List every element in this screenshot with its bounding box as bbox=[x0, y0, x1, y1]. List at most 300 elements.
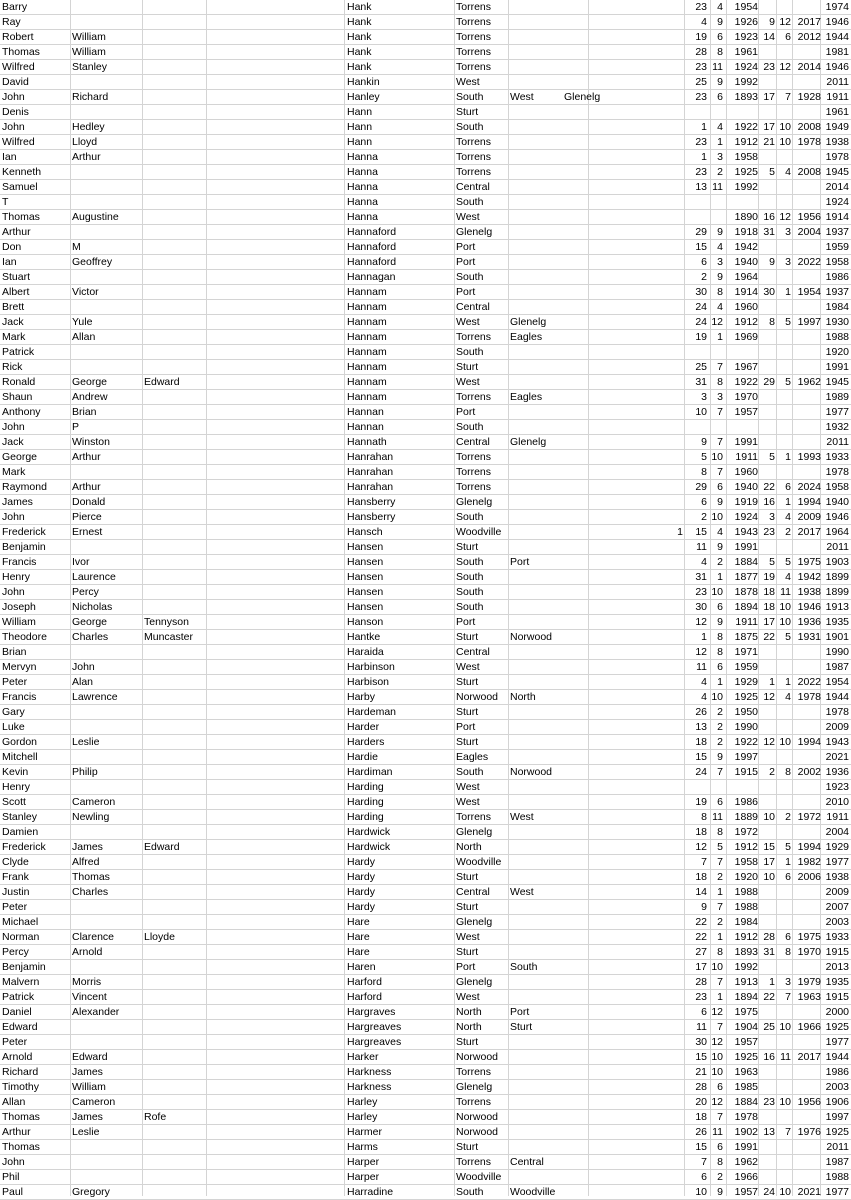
cell-third[interactable]: Edward bbox=[144, 376, 180, 388]
cell-second[interactable] bbox=[72, 180, 142, 194]
cell-d_month[interactable]: 10 bbox=[779, 601, 791, 613]
cell-club1[interactable]: Sturt bbox=[456, 901, 479, 913]
cell-third[interactable] bbox=[144, 270, 206, 284]
cell-d_month[interactable] bbox=[775, 795, 791, 809]
cell-b_year[interactable] bbox=[724, 780, 758, 794]
cell-b_month[interactable]: 8 bbox=[717, 46, 723, 58]
cell-club2[interactable] bbox=[510, 75, 564, 89]
cell-club1[interactable]: Norwood bbox=[456, 1126, 499, 1138]
cell-surname[interactable]: Harley bbox=[347, 1111, 378, 1123]
cell-b_day[interactable]: 26 bbox=[695, 706, 707, 718]
cell-club1[interactable]: Eagles bbox=[456, 751, 489, 763]
cell-club2[interactable] bbox=[510, 1050, 564, 1064]
cell-first[interactable]: Frederick bbox=[2, 526, 46, 538]
cell-third[interactable] bbox=[144, 525, 206, 539]
cell-second[interactable]: Pierce bbox=[72, 511, 102, 523]
cell-club2[interactable]: North bbox=[510, 691, 536, 703]
cell-year[interactable]: 1915 bbox=[825, 991, 849, 1003]
cell-club2[interactable] bbox=[510, 285, 564, 299]
cell-b_month[interactable]: 3 bbox=[717, 391, 723, 403]
cell-b_day[interactable]: 2 bbox=[701, 271, 707, 283]
cell-x[interactable] bbox=[588, 750, 683, 764]
cell-first[interactable]: Frederick bbox=[2, 841, 46, 853]
cell-b_year[interactable]: 1878 bbox=[734, 586, 758, 598]
cell-b_month[interactable]: 2 bbox=[717, 736, 723, 748]
cell-first[interactable]: Peter bbox=[2, 901, 28, 913]
cell-d_month[interactable]: 5 bbox=[785, 631, 791, 643]
cell-x[interactable] bbox=[588, 825, 683, 839]
cell-year[interactable]: 1930 bbox=[825, 316, 849, 328]
cell-b_day[interactable]: 10 bbox=[695, 1186, 707, 1198]
cell-club2[interactable] bbox=[510, 345, 564, 359]
cell-surname[interactable]: Harley bbox=[347, 1096, 378, 1108]
cell-first[interactable]: Henry bbox=[2, 781, 31, 793]
cell-surname[interactable]: Hardie bbox=[347, 751, 378, 763]
cell-surname[interactable]: Hare bbox=[347, 946, 370, 958]
cell-club2[interactable] bbox=[510, 465, 564, 479]
cell-third[interactable] bbox=[144, 645, 206, 659]
cell-d_year[interactable] bbox=[791, 270, 821, 284]
cell-second[interactable]: Arthur bbox=[72, 151, 101, 163]
cell-year[interactable]: 1944 bbox=[825, 31, 849, 43]
cell-d_month[interactable] bbox=[775, 915, 791, 929]
cell-third[interactable] bbox=[144, 990, 206, 1004]
cell-club1[interactable]: Woodville bbox=[456, 856, 502, 868]
cell-b_month[interactable]: 10 bbox=[711, 691, 723, 703]
cell-first[interactable]: Scott bbox=[2, 796, 26, 808]
cell-third[interactable] bbox=[144, 360, 206, 374]
cell-d_day[interactable] bbox=[758, 915, 775, 929]
cell-x[interactable] bbox=[588, 1185, 683, 1199]
cell-b_day[interactable]: 15 bbox=[695, 1141, 707, 1153]
cell-b_year[interactable]: 1960 bbox=[734, 466, 758, 478]
cell-b_month[interactable]: 6 bbox=[717, 1141, 723, 1153]
cell-x[interactable] bbox=[588, 915, 683, 929]
cell-third[interactable]: Lloyde bbox=[144, 931, 175, 943]
cell-b_day[interactable]: 4 bbox=[701, 556, 707, 568]
cell-b_year[interactable]: 1959 bbox=[734, 661, 758, 673]
cell-b_day[interactable]: 25 bbox=[695, 361, 707, 373]
cell-first[interactable]: Clyde bbox=[2, 856, 29, 868]
cell-third[interactable] bbox=[144, 480, 206, 494]
cell-b_month[interactable]: 1 bbox=[717, 991, 723, 1003]
cell-d_day[interactable] bbox=[758, 240, 775, 254]
cell-club1[interactable]: Port bbox=[456, 406, 476, 418]
cell-second[interactable]: James bbox=[72, 1066, 103, 1078]
cell-club2[interactable]: Sturt bbox=[510, 1021, 533, 1033]
cell-year[interactable]: 1923 bbox=[825, 781, 849, 793]
cell-b_month[interactable]: 2 bbox=[717, 556, 723, 568]
cell-year[interactable]: 2009 bbox=[825, 886, 849, 898]
cell-year[interactable]: 2011 bbox=[826, 1141, 849, 1153]
cell-d_year[interactable] bbox=[791, 45, 821, 59]
cell-x[interactable] bbox=[588, 885, 683, 899]
cell-d_year[interactable] bbox=[791, 900, 821, 914]
cell-first[interactable]: David bbox=[2, 76, 29, 88]
cell-d_year[interactable]: 2021 bbox=[797, 1186, 821, 1198]
cell-third[interactable] bbox=[144, 765, 206, 779]
cell-year[interactable]: 1959 bbox=[825, 241, 849, 253]
cell-second[interactable] bbox=[72, 165, 142, 179]
cell-b_day[interactable]: 4 bbox=[701, 691, 707, 703]
cell-third[interactable] bbox=[144, 540, 206, 554]
cell-second[interactable] bbox=[72, 300, 142, 314]
cell-d_year[interactable] bbox=[791, 780, 821, 794]
cell-surname[interactable]: Hannan bbox=[347, 421, 384, 433]
cell-d_day[interactable] bbox=[758, 75, 775, 89]
cell-first[interactable]: Percy bbox=[2, 946, 29, 958]
cell-second[interactable] bbox=[72, 270, 142, 284]
cell-surname[interactable]: Harford bbox=[347, 976, 383, 988]
cell-b_month[interactable]: 9 bbox=[717, 271, 723, 283]
cell-d_month[interactable] bbox=[775, 1065, 791, 1079]
cell-surname[interactable]: Hardeman bbox=[347, 706, 397, 718]
cell-x[interactable] bbox=[588, 180, 683, 194]
cell-year[interactable]: 1937 bbox=[825, 226, 849, 238]
cell-year[interactable]: 1935 bbox=[825, 616, 849, 628]
cell-x[interactable] bbox=[588, 675, 683, 689]
cell-x[interactable] bbox=[588, 15, 683, 29]
cell-d_month[interactable]: 12 bbox=[779, 61, 791, 73]
cell-d_year[interactable]: 1970 bbox=[797, 946, 821, 958]
cell-third[interactable] bbox=[144, 30, 206, 44]
cell-b_day[interactable]: 29 bbox=[695, 226, 707, 238]
cell-surname[interactable]: Hannam bbox=[347, 376, 387, 388]
cell-second[interactable]: Newling bbox=[72, 811, 110, 823]
cell-d_year[interactable]: 1942 bbox=[797, 571, 821, 583]
cell-b_month[interactable]: 1 bbox=[717, 931, 723, 943]
cell-first[interactable]: Ray bbox=[2, 16, 21, 28]
cell-surname[interactable]: Harding bbox=[347, 796, 384, 808]
cell-b_day[interactable]: 8 bbox=[701, 811, 707, 823]
cell-club2[interactable] bbox=[510, 1080, 564, 1094]
cell-d_year[interactable]: 1994 bbox=[797, 496, 821, 508]
cell-b_day[interactable]: 12 bbox=[695, 616, 707, 628]
cell-x[interactable] bbox=[588, 765, 683, 779]
cell-d_month[interactable] bbox=[775, 435, 791, 449]
cell-year[interactable]: 1935 bbox=[825, 976, 849, 988]
cell-d_month[interactable] bbox=[775, 540, 791, 554]
cell-club1[interactable]: South bbox=[456, 271, 484, 283]
cell-surname[interactable]: Harford bbox=[347, 991, 383, 1003]
cell-surname[interactable]: Harding bbox=[347, 781, 384, 793]
cell-d_day[interactable]: 23 bbox=[763, 526, 775, 538]
cell-first[interactable]: Paul bbox=[2, 1186, 24, 1198]
cell-third[interactable] bbox=[144, 1125, 206, 1139]
cell-year[interactable]: 1978 bbox=[825, 706, 849, 718]
cell-third[interactable] bbox=[144, 135, 206, 149]
cell-b_day[interactable] bbox=[683, 105, 707, 119]
cell-d_day[interactable] bbox=[758, 1110, 775, 1124]
cell-d_day[interactable]: 23 bbox=[763, 61, 775, 73]
cell-b_month[interactable]: 8 bbox=[717, 631, 723, 643]
cell-club1[interactable]: South bbox=[456, 556, 484, 568]
cell-first[interactable]: Stanley bbox=[2, 811, 38, 823]
cell-first[interactable]: John bbox=[2, 421, 25, 433]
cell-surname[interactable]: Harders bbox=[347, 736, 385, 748]
cell-d_day[interactable] bbox=[758, 540, 775, 554]
cell-third[interactable] bbox=[144, 330, 206, 344]
cell-b_month[interactable]: 10 bbox=[711, 511, 723, 523]
cell-d_year[interactable]: 1982 bbox=[797, 856, 821, 868]
cell-club1[interactable]: Torrens bbox=[456, 46, 492, 58]
cell-d_month[interactable] bbox=[775, 405, 791, 419]
cell-x[interactable] bbox=[588, 840, 683, 854]
cell-club2[interactable] bbox=[510, 135, 564, 149]
cell-d_day[interactable]: 8 bbox=[769, 316, 775, 328]
cell-surname[interactable]: Hank bbox=[347, 1, 372, 13]
cell-first[interactable]: Arnold bbox=[2, 1051, 33, 1063]
cell-surname[interactable]: Hansen bbox=[347, 601, 384, 613]
cell-d_month[interactable]: 1 bbox=[785, 451, 791, 463]
cell-x[interactable] bbox=[588, 1005, 683, 1019]
cell-b_day[interactable]: 19 bbox=[695, 31, 707, 43]
cell-second[interactable]: George bbox=[72, 376, 108, 388]
cell-d_year[interactable]: 1993 bbox=[797, 451, 821, 463]
cell-first[interactable]: Timothy bbox=[2, 1081, 39, 1093]
cell-second[interactable]: Stanley bbox=[72, 61, 108, 73]
cell-d_day[interactable]: 1 bbox=[769, 676, 775, 688]
cell-club2[interactable] bbox=[510, 825, 564, 839]
cell-b_month[interactable]: 10 bbox=[711, 451, 723, 463]
cell-surname[interactable]: Hansen bbox=[347, 556, 384, 568]
cell-b_month[interactable]: 11 bbox=[712, 181, 723, 193]
cell-club2[interactable] bbox=[510, 15, 564, 29]
cell-club1[interactable]: Glenelg bbox=[456, 826, 493, 838]
cell-second[interactable] bbox=[72, 1035, 142, 1049]
cell-b_year[interactable]: 1884 bbox=[734, 556, 758, 568]
cell-surname[interactable]: Hardy bbox=[347, 886, 376, 898]
cell-d_year[interactable]: 1972 bbox=[797, 811, 821, 823]
cell-year[interactable]: 1913 bbox=[825, 601, 849, 613]
cell-b_month[interactable]: 3 bbox=[717, 151, 723, 163]
cell-third[interactable] bbox=[144, 165, 206, 179]
cell-b_month[interactable]: 2 bbox=[717, 1171, 723, 1183]
cell-third[interactable] bbox=[144, 555, 206, 569]
cell-first[interactable]: Samuel bbox=[2, 181, 38, 193]
cell-d_day[interactable]: 10 bbox=[763, 871, 775, 883]
cell-third[interactable] bbox=[144, 750, 206, 764]
cell-b_day[interactable]: 19 bbox=[695, 331, 707, 343]
cell-year[interactable]: 1958 bbox=[825, 256, 849, 268]
cell-d_day[interactable] bbox=[758, 795, 775, 809]
cell-b_month[interactable]: 8 bbox=[717, 826, 723, 838]
cell-b_month[interactable]: 7 bbox=[717, 466, 723, 478]
cell-b_year[interactable]: 1992 bbox=[734, 76, 758, 88]
cell-second[interactable]: Richard bbox=[72, 91, 109, 103]
cell-d_year[interactable]: 1963 bbox=[797, 991, 821, 1003]
cell-d_day[interactable] bbox=[758, 720, 775, 734]
cell-d_month[interactable]: 2 bbox=[785, 526, 791, 538]
cell-third[interactable] bbox=[144, 435, 206, 449]
cell-b_day[interactable]: 6 bbox=[701, 496, 707, 508]
cell-x[interactable] bbox=[588, 615, 683, 629]
cell-third[interactable] bbox=[144, 105, 206, 119]
cell-second[interactable] bbox=[72, 1020, 142, 1034]
cell-year[interactable]: 1989 bbox=[825, 391, 849, 403]
cell-first[interactable]: Michael bbox=[2, 916, 39, 928]
cell-b_year[interactable]: 1914 bbox=[734, 286, 758, 298]
cell-surname[interactable]: Hansch bbox=[347, 526, 383, 538]
cell-d_year[interactable] bbox=[791, 330, 821, 344]
cell-first[interactable]: Ronald bbox=[2, 376, 36, 388]
cell-club2[interactable] bbox=[510, 945, 564, 959]
cell-third[interactable] bbox=[144, 75, 206, 89]
cell-club2[interactable] bbox=[510, 360, 564, 374]
cell-b_month[interactable]: 9 bbox=[717, 76, 723, 88]
cell-b_day[interactable]: 20 bbox=[695, 1096, 707, 1108]
cell-surname[interactable]: Hannath bbox=[347, 436, 387, 448]
cell-d_day[interactable]: 17 bbox=[763, 616, 775, 628]
cell-second[interactable] bbox=[72, 720, 142, 734]
cell-club1[interactable]: Torrens bbox=[456, 16, 492, 28]
cell-d_month[interactable]: 2 bbox=[785, 811, 791, 823]
cell-d_month[interactable] bbox=[775, 105, 791, 119]
cell-club1[interactable]: Torrens bbox=[456, 331, 492, 343]
cell-first[interactable]: Rick bbox=[2, 361, 23, 373]
cell-year[interactable]: 2011 bbox=[826, 541, 849, 553]
cell-second[interactable]: Leslie bbox=[72, 1126, 100, 1138]
cell-d_month[interactable]: 8 bbox=[785, 946, 791, 958]
cell-second[interactable] bbox=[72, 825, 142, 839]
cell-b_year[interactable]: 1997 bbox=[734, 751, 758, 763]
cell-club1[interactable]: Sturt bbox=[456, 1141, 479, 1153]
cell-second[interactable]: George bbox=[72, 616, 108, 628]
cell-x[interactable] bbox=[588, 1170, 683, 1184]
cell-surname[interactable]: Harkness bbox=[347, 1081, 392, 1093]
cell-second[interactable] bbox=[72, 780, 142, 794]
cell-b_day[interactable]: 11 bbox=[696, 661, 707, 673]
cell-b_year[interactable]: 1986 bbox=[734, 796, 758, 808]
cell-second[interactable] bbox=[72, 915, 142, 929]
cell-year[interactable]: 1903 bbox=[825, 556, 849, 568]
cell-d_day[interactable]: 21 bbox=[763, 136, 775, 148]
cell-b_year[interactable]: 1992 bbox=[734, 181, 758, 193]
cell-surname[interactable]: Harmer bbox=[347, 1126, 383, 1138]
cell-b_day[interactable]: 6 bbox=[701, 1171, 707, 1183]
cell-d_month[interactable] bbox=[775, 1170, 791, 1184]
cell-club2[interactable]: Eagles bbox=[510, 391, 543, 403]
cell-surname[interactable]: Hanna bbox=[347, 151, 378, 163]
cell-club1[interactable]: Torrens bbox=[456, 451, 492, 463]
cell-year[interactable]: 1938 bbox=[825, 136, 849, 148]
cell-b_year[interactable]: 1922 bbox=[734, 121, 758, 133]
cell-d_year[interactable]: 2014 bbox=[797, 61, 821, 73]
cell-third[interactable]: Rofe bbox=[144, 1111, 167, 1123]
cell-d_year[interactable]: 1994 bbox=[797, 841, 821, 853]
cell-x[interactable] bbox=[588, 705, 683, 719]
cell-third[interactable]: Muncaster bbox=[144, 631, 194, 643]
cell-year[interactable]: 1990 bbox=[825, 646, 849, 658]
cell-year[interactable]: 1946 bbox=[825, 16, 849, 28]
cell-second[interactable]: Alfred bbox=[72, 856, 100, 868]
cell-club2[interactable] bbox=[510, 720, 564, 734]
cell-d_month[interactable]: 1 bbox=[785, 496, 791, 508]
cell-b_month[interactable]: 9 bbox=[717, 226, 723, 238]
cell-b_day[interactable]: 27 bbox=[695, 946, 707, 958]
cell-d_month[interactable]: 4 bbox=[785, 691, 791, 703]
cell-first[interactable]: Frank bbox=[2, 871, 29, 883]
cell-third[interactable] bbox=[144, 1005, 206, 1019]
cell-surname[interactable]: Hannaford bbox=[347, 241, 397, 253]
cell-d_year[interactable]: 1946 bbox=[797, 601, 821, 613]
cell-x[interactable] bbox=[588, 315, 683, 329]
cell-first[interactable]: Joseph bbox=[2, 601, 36, 613]
cell-club1[interactable]: South bbox=[456, 766, 484, 778]
cell-b_day[interactable]: 28 bbox=[695, 1081, 707, 1093]
cell-surname[interactable]: Hank bbox=[347, 46, 372, 58]
cell-x[interactable] bbox=[588, 0, 683, 14]
cell-d_month[interactable]: 10 bbox=[779, 736, 791, 748]
cell-d_day[interactable] bbox=[758, 105, 775, 119]
cell-b_month[interactable]: 4 bbox=[717, 1, 723, 13]
cell-b_day[interactable] bbox=[683, 210, 707, 224]
cell-b_year[interactable]: 1904 bbox=[734, 1021, 758, 1033]
cell-x[interactable] bbox=[588, 930, 683, 944]
cell-surname[interactable]: Hank bbox=[347, 31, 372, 43]
cell-d_year[interactable]: 2002 bbox=[797, 766, 821, 778]
cell-club2[interactable] bbox=[510, 150, 564, 164]
cell-d_day[interactable] bbox=[758, 780, 775, 794]
cell-third[interactable] bbox=[144, 510, 206, 524]
cell-third[interactable] bbox=[144, 1035, 206, 1049]
cell-third[interactable] bbox=[144, 1155, 206, 1169]
cell-d_day[interactable] bbox=[758, 300, 775, 314]
cell-second[interactable]: Alan bbox=[72, 676, 94, 688]
cell-d_day[interactable]: 2 bbox=[769, 766, 775, 778]
cell-first[interactable]: Mitchell bbox=[2, 751, 38, 763]
cell-year[interactable]: 2003 bbox=[825, 1081, 849, 1093]
cell-d_month[interactable]: 8 bbox=[785, 766, 791, 778]
cell-third[interactable] bbox=[144, 210, 206, 224]
cell-x[interactable] bbox=[588, 480, 683, 494]
cell-b_month[interactable]: 8 bbox=[717, 376, 723, 388]
cell-x[interactable] bbox=[588, 150, 683, 164]
cell-b_year[interactable]: 1978 bbox=[734, 1111, 758, 1123]
cell-third[interactable] bbox=[144, 285, 206, 299]
cell-club1[interactable]: West bbox=[456, 781, 480, 793]
cell-d_month[interactable]: 12 bbox=[779, 16, 791, 28]
cell-second[interactable]: M bbox=[72, 241, 81, 253]
cell-d_month[interactable] bbox=[775, 180, 791, 194]
cell-d_month[interactable] bbox=[775, 345, 791, 359]
cell-club2[interactable] bbox=[510, 0, 564, 14]
cell-b_day[interactable]: 11 bbox=[696, 541, 707, 553]
cell-x[interactable] bbox=[588, 120, 683, 134]
cell-b_day[interactable]: 23 bbox=[695, 61, 707, 73]
cell-third[interactable] bbox=[144, 810, 206, 824]
cell-d_month[interactable] bbox=[775, 780, 791, 794]
cell-club1[interactable]: Sturt bbox=[456, 946, 479, 958]
cell-b_day[interactable]: 22 bbox=[695, 931, 707, 943]
cell-d_year[interactable] bbox=[791, 750, 821, 764]
cell-surname[interactable]: Hannam bbox=[347, 301, 387, 313]
cell-b_day[interactable]: 15 bbox=[695, 751, 707, 763]
cell-second[interactable]: Gregory bbox=[72, 1186, 110, 1198]
cell-year[interactable]: 1924 bbox=[825, 196, 849, 208]
cell-third[interactable] bbox=[144, 705, 206, 719]
cell-club1[interactable]: Port bbox=[456, 286, 476, 298]
cell-club1[interactable]: Torrens bbox=[456, 391, 492, 403]
cell-x[interactable] bbox=[588, 600, 683, 614]
cell-d_day[interactable]: 17 bbox=[763, 121, 775, 133]
cell-second[interactable]: William bbox=[72, 1081, 106, 1093]
cell-x[interactable] bbox=[588, 390, 683, 404]
cell-club1[interactable]: Central bbox=[456, 181, 490, 193]
cell-first[interactable]: John bbox=[2, 121, 25, 133]
cell-club2[interactable] bbox=[510, 120, 564, 134]
cell-b_day[interactable]: 23 bbox=[695, 1, 707, 13]
